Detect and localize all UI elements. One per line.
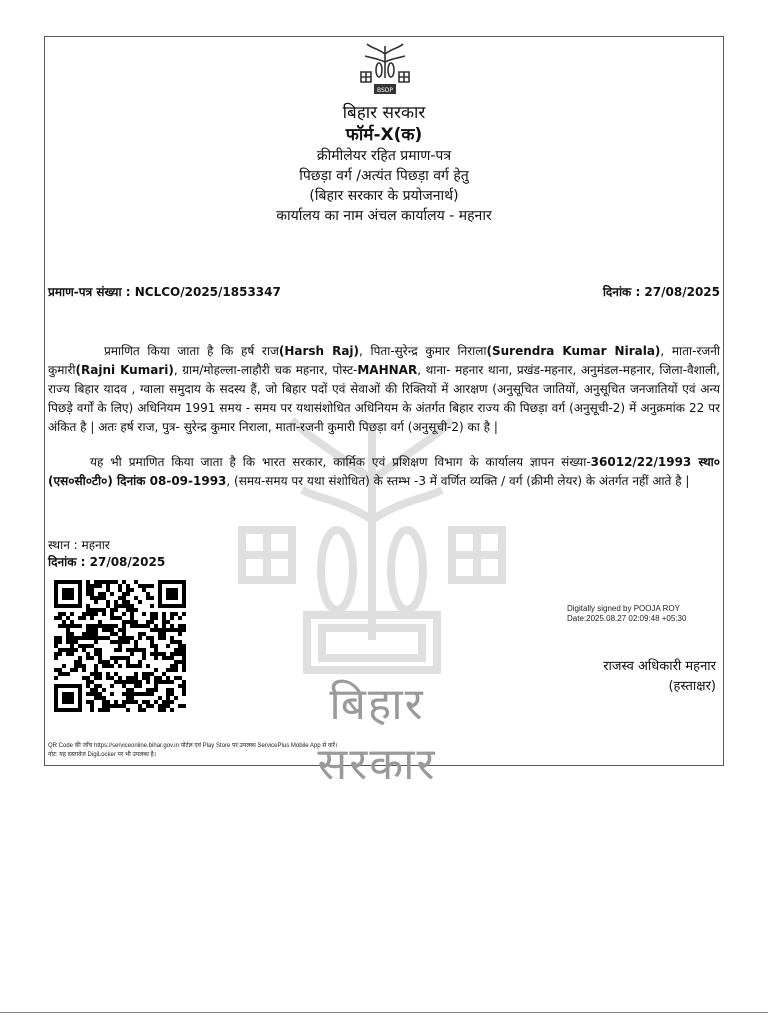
non-creamy-layer-paragraph — [48, 453, 720, 491]
certification-paragraph — [48, 342, 720, 437]
para2-text-2: , (समय-समय पर यथा संशोधित) के स्तम्भ -3 में वर्णित व्यक्ति / वर्ग (क्रीमी लेयर) के अंतर्गत नहीं आते है | — [226, 474, 690, 488]
place-label: स्थान : महनार — [48, 538, 110, 552]
para1-text-5: , थाना- महनार थाना, प्रखंड-महनार, अनुमंडल-महनार, जिला-वैशाली, राज्य बिहार यादव , ग्वाला समुदाय के सदस्य हैं, जो बिहार पदों एवं सेवाओं की रिक्तियों में आरक्षण (अनुसूचित जातियों, अनुसूचित जनजातियों एवं अन्य पिछड़े वर्गों के लिए) अधिनियम 1991 समय - समय पर यथासंशोधित अधिनियम के अंतर्गत बिहार राज्य की पिछड़ा वर्ग (अनुसूची-2) में अनुक्रमांक 22 पर अंकित है | अतः हर्ष राज, पुत्र- सुरेन्द्र कुमार निराला, माता-रजनी कुमारी पिछड़ा वर्ग (अनुसूची-2) का है | — [48, 363, 720, 434]
issue-date: दिनांक : 27/08/2025 — [602, 285, 720, 299]
para1-text-3: , माता-रजनी कुमारी — [48, 344, 721, 377]
bihar-emblem-icon — [357, 40, 413, 98]
watermark-text: बिहार सरकार — [317, 679, 437, 790]
signatory-title: राजस्व अधिकारी महनार — [603, 659, 716, 674]
digital-signature-date: Date:2025.08.27 02:09:48 +05:30 — [567, 614, 687, 623]
signatory-block — [603, 657, 716, 697]
government-name: बिहार सरकार — [342, 103, 426, 123]
signature-label: (हस्ताक्षर) — [668, 679, 716, 694]
page-divider — [0, 1012, 768, 1013]
office-name: कार्यालय का नाम अंचल कार्यालय - महनार — [276, 208, 492, 224]
category-line: पिछड़ा वर्ग /अत्यंत पिछड़ा वर्ग हेतु — [299, 168, 469, 184]
certificate-header — [44, 102, 724, 226]
form-number: फॉर्म-X(क) — [345, 125, 423, 145]
mother-name-en: (Rajni Kumari) — [75, 363, 174, 377]
footer-qr-instruction: QR Code की जाँच https://serviceonline.bihar.gov.in पोर्टल एवं Play Store पर उपलब्ध ServicePlus Mobile App से करें। — [48, 743, 338, 749]
applicant-name-en: (Harsh Raj) — [278, 344, 360, 358]
digital-signature — [567, 604, 686, 624]
para1-text-1: प्रमाणित किया जाता है कि हर्ष राज — [104, 344, 279, 358]
emblem-logo-text: BSDP — [376, 87, 394, 94]
purpose-line: (बिहार सरकार के प्रयोजनार्थ) — [309, 188, 459, 204]
para1-text-2: , पिता-सुरेन्द्र कुमार निराला — [359, 344, 487, 358]
footer-digilocker-note: नोट: यह दस्तावेज DigiLocker पर भी उपलब्ध है। — [48, 752, 156, 758]
para1-text-4: , ग्राम/मोहल्ला-लाहौरी चक महनार, पोस्ट- — [173, 363, 358, 377]
qr-code — [52, 578, 188, 718]
place-date: दिनांक : 27/08/2025 — [48, 555, 166, 569]
certificate-title: क्रीमीलेयर रहित प्रमाण-पत्र — [316, 148, 452, 164]
memo-reference: 36012/22/1993 स्था० (एस०सी०टी०) दिनांक 08-09-1993 — [48, 455, 720, 488]
post-office: MAHNAR — [357, 363, 418, 377]
digital-signature-by: Digitally signed by POOJA ROY — [567, 604, 680, 613]
father-name-en: (Surendra Kumar Nirala) — [486, 344, 661, 358]
footer-note — [48, 742, 337, 760]
para2-text-1: यह भी प्रमाणित किया जाता है कि भारत सरकार, कार्मिक एवं प्रशिक्षण विभाग के कार्यालय ज्ञापन संख्या- — [90, 455, 591, 469]
certificate-number: प्रमाण-पत्र संख्या : NCLCO/2025/1853347 — [48, 285, 281, 299]
place-block — [48, 537, 165, 571]
